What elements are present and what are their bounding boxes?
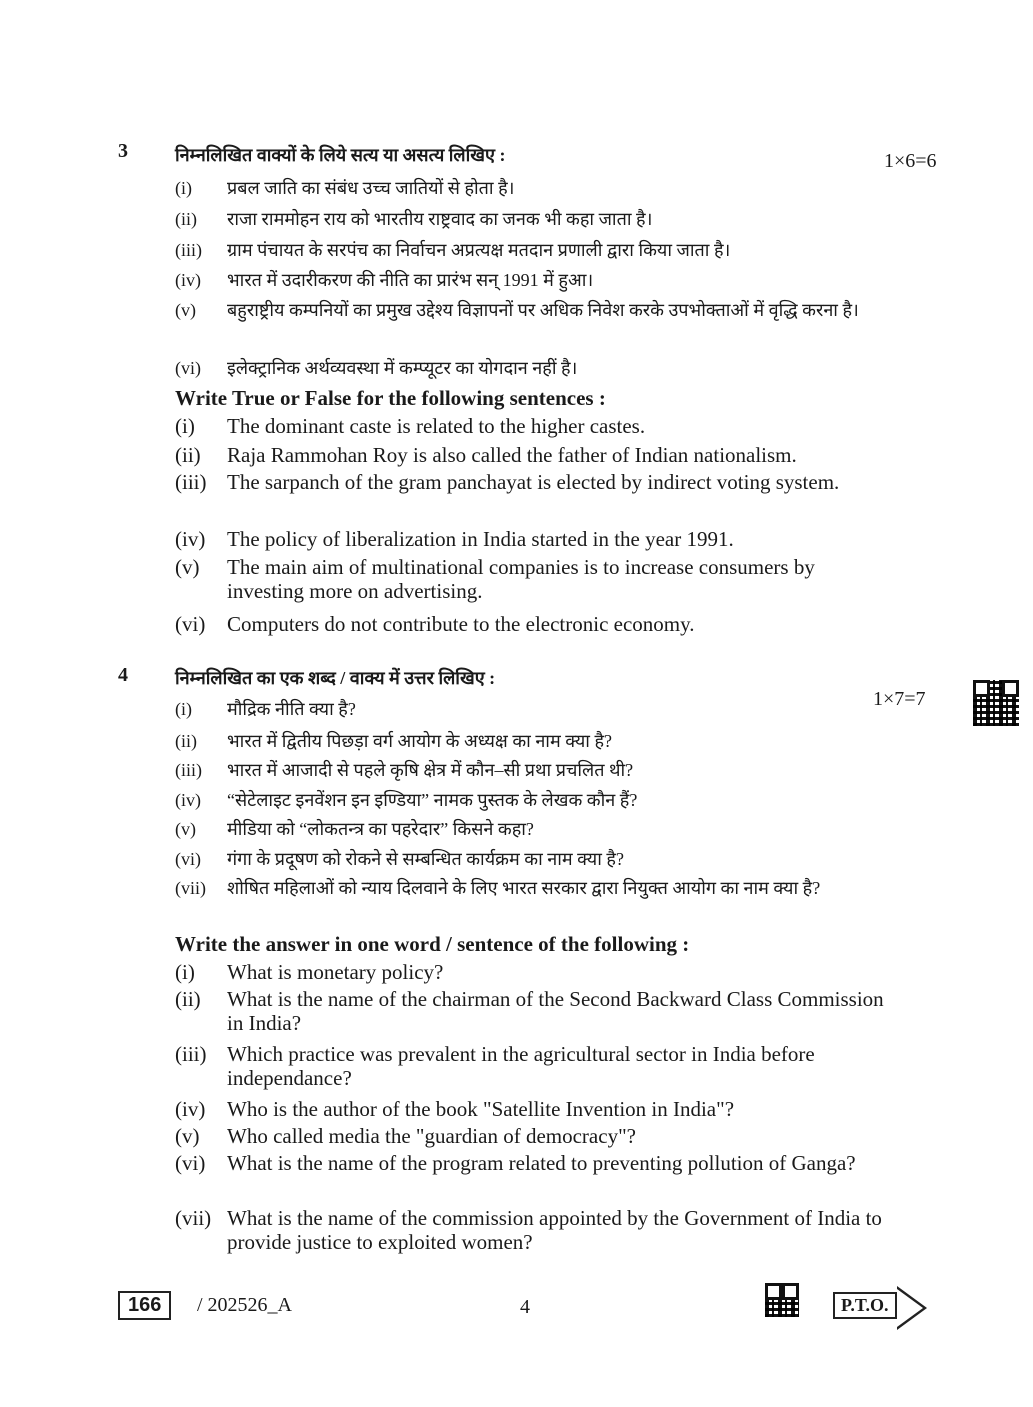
question-4-marks: 1×7=7: [873, 688, 926, 710]
q4-hindi-item: (iii) भारत में आजादी से पहले कृषि क्षेत्र में कौन–सी प्रथा प्रचलित थी?: [175, 760, 634, 780]
q3-hindi-item: (iv) भारत में उदारीकरण की नीति का प्रारंभ सन् 1991 में हुआ।: [175, 270, 594, 290]
q4-english-item: (iii) Which practice was prevalent in the agricultural sector in India before independance?: [175, 1042, 815, 1090]
q4-english-item: (vi) What is the name of the program related to preventing pollution of Ganga?: [175, 1151, 856, 1175]
pto-label: [833, 1292, 897, 1319]
q3-english-item: (i) The dominant caste is related to the higher castes.: [175, 414, 646, 438]
q3-hindi-item: (iii) ग्राम पंचायत के सरपंच का निर्वाचन अप्रत्यक्ष मतदान प्रणाली द्वारा किया जाता है।: [175, 240, 731, 260]
q3-english-item: (iv) The policy of liberalization in India started in the year 1991.: [175, 527, 734, 551]
q3-hindi-item: (vi) इलेक्ट्रानिक अर्थव्यवस्था में कम्प्यूटर का योगदान नहीं है।: [175, 358, 578, 378]
q4-english-item: (i) What is monetary policy?: [175, 960, 444, 984]
q4-english-item: (ii) What is the name of the chairman of the Second Backward Class Commission in India?: [175, 987, 884, 1035]
q4-hindi-item: (vi) गंगा के प्रदूषण को रोकने से सम्बन्धित कार्यक्रम का नाम क्या है?: [175, 849, 624, 869]
question-4-english-heading: Write the answer in one word / sentence of the following :: [175, 932, 690, 956]
question-4-number: 4: [118, 664, 128, 686]
pto-text: P.T.O.: [833, 1292, 897, 1319]
paper-number-box: 166: [118, 1291, 171, 1320]
q3-hindi-item: (i) प्रबल जाति का संबंध उच्च जातियों से होता है।: [175, 178, 515, 198]
question-3-hindi-heading: निम्नलिखित वाक्यों के लिये सत्य या असत्य लिखिए :: [175, 145, 506, 165]
q3-english-item: (iii) The sarpanch of the gram panchayat is elected by indirect voting system.: [175, 470, 840, 494]
q4-hindi-item: (iv) “सेटेलाइट इनवेंशन इन इण्डिया” नामक पुस्तक के लेखक कौन हैं?: [175, 790, 638, 810]
arrow-right-icon-inner: [897, 1289, 923, 1327]
question-3-english-heading: Write True or False for the following sentences :: [175, 386, 606, 410]
question-3-marks: 1×6=6: [884, 150, 937, 172]
qr-code-icon: [765, 1283, 799, 1317]
qr-code-icon: [973, 680, 1019, 726]
q4-hindi-item: (i) मौद्रिक नीति क्या है?: [175, 699, 356, 719]
q3-english-item: (vi) Computers do not contribute to the electronic economy.: [175, 612, 695, 636]
q4-hindi-item: (v) मीडिया को “लोकतन्त्र का पहरेदार” किसने कहा?: [175, 819, 534, 839]
q4-english-item: (iv) Who is the author of the book "Satellite Invention in India"?: [175, 1097, 735, 1121]
question-4-hindi-heading: निम्नलिखित का एक शब्द / वाक्य में उत्तर लिखिए :: [175, 668, 496, 688]
q3-hindi-item: (v) बहुराष्ट्रीय कम्पनियों का प्रमुख उद्देश्य विज्ञापनों पर अधिक निवेश करके उपभोक्ताओं में वृद्धि करना है।: [175, 300, 859, 320]
q3-english-item: (v) The main aim of multinational companies is to increase consumers by investing more on advertising.: [175, 555, 815, 603]
q4-english-item: (vii) What is the name of the commission appointed by the Government of India to provide justice to exploited women?: [175, 1206, 882, 1254]
paper-code: / 202526_A: [197, 1294, 292, 1316]
q4-english-item: (v) Who called media the "guardian of democracy"?: [175, 1124, 636, 1148]
q4-hindi-item: (vii) शोषित महिलाओं को न्याय दिलवाने के लिए भारत सरकार द्वारा नियुक्त आयोग का नाम क्या है?: [175, 878, 821, 898]
q3-hindi-item: (ii) राजा राममोहन राय को भारतीय राष्ट्रवाद का जनक भी कहा जाता है।: [175, 209, 653, 229]
q3-english-item: (ii) Raja Rammohan Roy is also called the father of Indian nationalism.: [175, 443, 797, 467]
page-number: 4: [520, 1296, 530, 1318]
question-3-number: 3: [118, 140, 128, 162]
q4-hindi-item: (ii) भारत में द्वितीय पिछड़ा वर्ग आयोग के अध्यक्ष का नाम क्या है?: [175, 731, 613, 751]
